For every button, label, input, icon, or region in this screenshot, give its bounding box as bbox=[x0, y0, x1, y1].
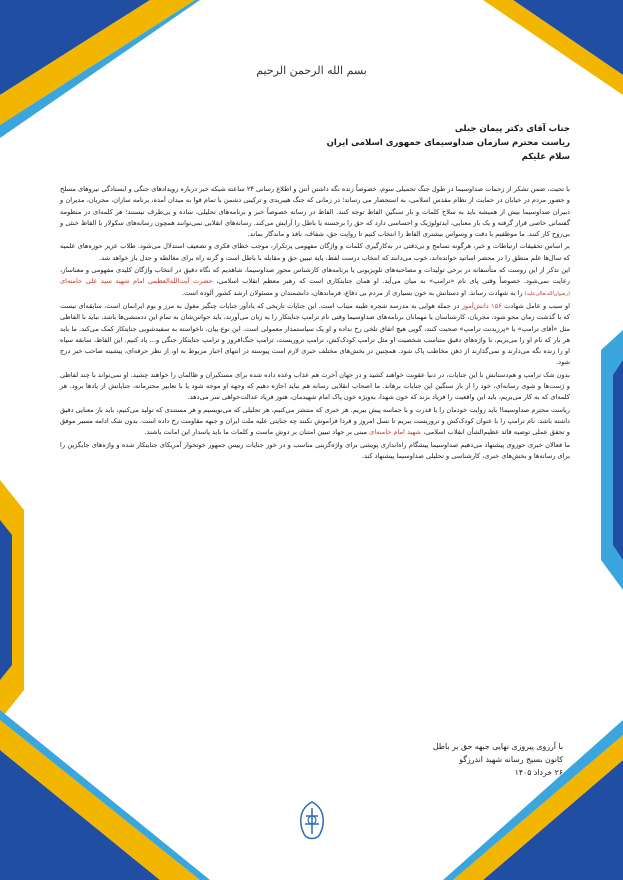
addressee-title: ریاست محترم سازمان صداوسیمای جمهوری اسلامی ایران bbox=[326, 138, 570, 148]
leader-honorific: (رضوان‌الله‌تعالی‌علیه) bbox=[524, 290, 570, 297]
paragraph-4-text: در حمله هوایی به مدرسه شجره طیبه میناب است. این جنایات تاریخی که یادآور جنایات چنگیز مغول به مرز و بوم ایرانمان است، سابقه‌ای نیست که با گذشت زمان محو شود. مجریان، کارشناسان یا مهمانان برنامه‌های صداوسیما وقتی نام ترامپ جنایتکار را به زبان می‌آورند، باید حواس‌شان به تمام این ددمنشی‌ها باشد. نباید با الفاظی مثل «آقای ترامپ» یا «پرزیدنت ترامپ» صحبت کنند، گویی هیچ اتفاق تلخی رخ نداده و او یک سیاستمدار معمولی است. این نوع بیان، ناخواسته به سفیدشویی جنایتکار کمک می‌کند. ما باید هر بار که نام او را می‌بریم، با واژه‌های دقیق متناسب شخصیت او مثل ترامپ کودک‌کش، ترامپ تروریست، ترامپ جنگ‌افروز و ترامپ جنایتکار جنگی و... یاد کنیم. این الفاظ، سابقه سیاه او را زنده نگه می‌دارند و نمی‌گذارند از ذهن مخاطب پاک شود. همچنین در بخش‌های مختلف خبری لازم است پیوسته در انتهای اخبار مربوط به او، از نظر حرفه‌ای، پیشینه صاحب خبر درج شود. bbox=[60, 301, 570, 367]
closing-wish: با آرزوی پیروزی نهایی جبهه حق بر باطل bbox=[432, 742, 563, 751]
organization-logo-icon bbox=[292, 800, 332, 844]
paragraph-2: بر اساس تحقیقات ارتباطات و خبر، هرگونه تسامح و بی‌دقتی در به‌کارگیری کلمات و واژگان مفهومی پرتکرار، موجب خطای فکری و تضعیف استدلال می‌شود. طلاب عزیز حوزه‌های علمیه که سال‌ها علم منطق را در محضر اساتید خوانده‌اند، خوب می‌دانند که انتخاب درست لفظ، پایه تبیین حق و مقابله با باطل است و گرنه راه برای مغالطه و جدل باز خواهد شد. bbox=[60, 242, 570, 262]
paragraph-3-text: این تذکر از این روست که متأسفانه در برخی تولیدات و مصاحبه‌های تلویزیونی یا برنامه‌های کارشناس محور صداوسیما، شاهدیم که نگاه دقیق در انتخاب واژگان کلیدی مفهومی و معناساز، رعایت نمی‌شود. خصوصاً وقتی پای نام «ترامپ» به میان می‌آید. او همان جنایتکاری است که رهبر معظم انقلاب اسلامی، bbox=[60, 266, 570, 286]
addressee-name: جناب آقای دکتر پیمان جبلی bbox=[454, 124, 570, 134]
leader-name-highlight: حضرت آیت‌الله‌العظمی امام شهید سید علی خامنه‌ای bbox=[60, 277, 213, 286]
letter-date: ۲۶ خرداد ۱۴۰۵ bbox=[514, 768, 563, 777]
paragraph-1: با تحیت، ضمن تشکر از زحمات صداوسیما در طول جنگ تحمیلی سوم، خصوصاً زنده نگه داشتن آنتن و اطلاع رسانی ۲۴ ساعته شبکه خبر درباره رویدادهای جنگی و ایستادگی نیروهای مسلح و حضور مردم در خیابان در حمایت از نظام مقدس اسلامی، به استحضار می رساند؛ در زمانی که جنگ هیبریدی و ترکیبی دشمن با تمام قوا به میدان آمده، برنامه سازان، مجریان، مدیران و دبیران صداوسیما بیش از همیشه باید به سلاح کلمات و بار سنگین الفاظ توجه کنند. الفاظ در رسانه خصوصاً خبر و برنامه‌های تحلیلی، ساده و بی‌طرف نیستند؛ هر کلمه‌ای در منظومه گفتمانی خاصی قرار گرفته و یک بار معنایی، ایدئولوژیک و احساسی دارد که حق را برجسته یا باطل را آرایش می‌کند. رسانه‌های انقلابی نمی‌توانند همچون رسانه‌های سکولار با الفاظ خنثی و بی‌روح کار کنند. ما موظفیم با دقت و وسواس بیشتری الفاظ را انتخاب کنیم تا روایت حق، شفاف، نافذ و ماندگار بماند. bbox=[60, 185, 570, 239]
greeting: سلام علیکم bbox=[521, 152, 570, 162]
sender-organization: کانون بسیج رسانه شهید اندرزگو bbox=[459, 755, 563, 764]
paragraph-3-end: را به شهادت رساند. او دستانش به خون بسیاری از مردم بی دفاع، فرماندهان، دانشمندان و مسئولان ارشد کشور آلوده است. bbox=[181, 288, 523, 297]
left-edge-decoration bbox=[0, 480, 40, 720]
top-right-corner-decoration bbox=[473, 0, 623, 100]
students-count-highlight: ۱۵۶ دانش‌آموز bbox=[461, 301, 502, 310]
paragraph-6-text: ریاست محترم صداوسیما! باید روایت خودمان را با قدرت و با حماسه پیش ببریم. هر خبری که منتشر می‌کنیم، هر تحلیلی که می‌نویسیم و هر مستندی که تولید می‌کنیم، باید بار معنایی دقیق داشته باشد. نام ترامپ را با عنوان کودک‌کش و تروریست ببریم تا نسل امروز و فردا فراموش نکنند چه جنایتی علیه ملت ایران و جبهه مقاومت رخ داده است. بدون شک ادامه مسیر موفق و تحقق عملی توصیه قائد عظیم‌الشأن انقلاب اسلامی، bbox=[60, 405, 570, 437]
paragraph-4-start: او سبب و عامل شهادت bbox=[504, 301, 570, 310]
paragraph-6 bbox=[60, 405, 570, 439]
paragraph-6-end: مبنی بر جهاد تبیین امتنان بر دوش ماست و کلمات ما باید پاسدار این امانت باشند. bbox=[144, 428, 368, 437]
signature-block bbox=[323, 740, 563, 779]
bottom-left-corner-decoration bbox=[0, 710, 210, 880]
martyr-leader-highlight: شهید امام خامنه‌ای bbox=[369, 428, 421, 437]
letter-body bbox=[60, 184, 570, 462]
right-edge-decoration bbox=[583, 330, 623, 590]
letter-content bbox=[60, 122, 570, 463]
paragraph-3 bbox=[60, 265, 570, 300]
paragraph-4 bbox=[60, 301, 570, 369]
bismillah-header: بسم الله الرحمن الرحیم bbox=[256, 64, 367, 77]
paragraph-5: بدون شک ترامپ و هم‌دستانش با این جنایات، در دنیا عقوبت خواهند کشید و در جهان آخرت هم عذاب وعده داده شده برای مستکبران و ظالمان را خواهند چشید. او نمی‌تواند با چند لفاظی و ژست‌ها و شوی رسانه‌ای، خود را از بار سنگین این جنایات برهاند. ما اصحاب انقلابی رسانه هم نباید اجازه دهیم که وجهه او موجه شود یا با تعابیر محترمانه، جنایاتش از یادها برود. هر کلمه‌ای که به کار می‌بریم، باید این واقعیت را فریاد بزند که خون شهدا، به‌ویژه خون پاک امام شهیدمان، هنوز فریاد عدالت‌خواهی سر می‌دهد. bbox=[60, 370, 570, 402]
paragraph-7: ما فعالان خبری حوزوی پیشنهاد می‌دهیم صداوسیما پیشگام راه‌اندازی پویشی برای واژه‌گزینی مناسب و در خور جنایات رییس جمهور خونخوار آمریکای جنایتکار شده و واژه‌های جایگزین را برای رسانه‌ها و بخش‌های خبری، کارشناسی و تحلیلی صداوسیما پیشنهاد کند. bbox=[60, 440, 570, 460]
